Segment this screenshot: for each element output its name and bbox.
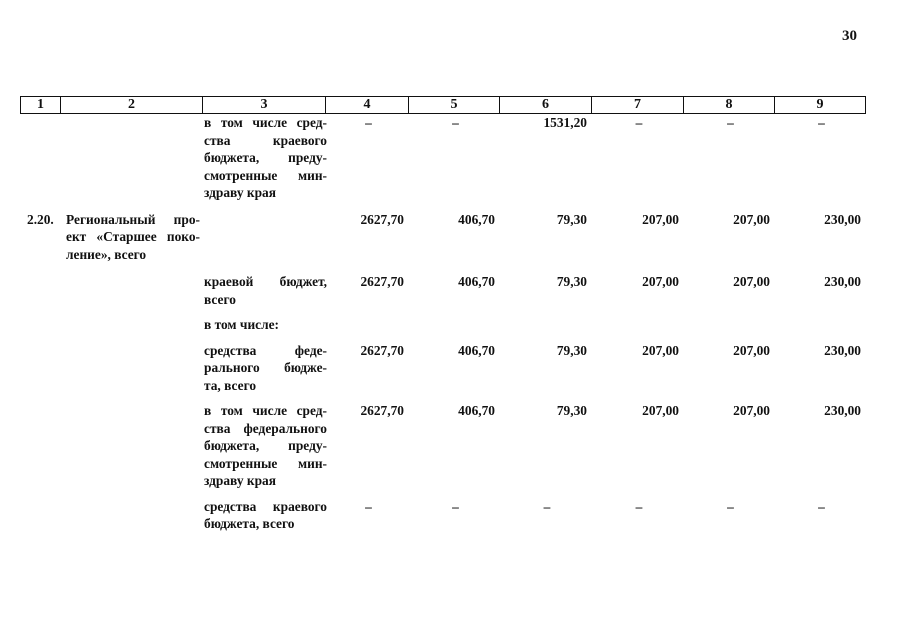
funding-source-line: бюджета, всего <box>204 516 295 531</box>
funding-source-line: та, всего <box>204 377 257 393</box>
value-col-6: 79,30 <box>556 403 587 418</box>
value-col-6: 79,30 <box>556 211 587 227</box>
value-col-6: – <box>543 498 551 514</box>
table-row <box>20 402 863 490</box>
value-col-9: 230,00 <box>824 211 861 227</box>
value-col-4: – <box>365 115 372 130</box>
value-col-9: 230,00 <box>824 342 861 358</box>
page-number: 30 <box>842 28 857 44</box>
value-col-4: – <box>365 498 372 514</box>
value-col-7: 207,00 <box>642 403 679 418</box>
header-col-2: 2 <box>61 97 203 114</box>
funding-source <box>204 114 327 202</box>
value-col-8: 207,00 <box>733 211 770 227</box>
row-number: 2.20. <box>27 211 54 227</box>
column-number-header <box>20 96 866 114</box>
funding-source-line: смотренные мин- <box>204 455 327 471</box>
table-row <box>20 273 863 308</box>
value-col-8: 207,00 <box>733 403 770 418</box>
header-col-4: 4 <box>326 97 409 114</box>
funding-source <box>204 273 327 308</box>
value-col-5: – <box>452 115 459 130</box>
funding-source-line: смотренные мин- <box>204 167 327 183</box>
value-col-5: 406,70 <box>458 342 495 358</box>
funding-source-line: бюджета, преду- <box>204 438 327 453</box>
value-col-8: 207,00 <box>733 342 770 358</box>
value-col-6: 79,30 <box>556 274 587 289</box>
funding-source-line: в том числе сред- <box>204 403 327 418</box>
value-col-7: – <box>635 115 643 130</box>
value-col-9: – <box>818 115 825 130</box>
value-col-5: 406,70 <box>458 403 495 418</box>
value-col-9: 230,00 <box>824 403 861 418</box>
table-row <box>20 114 863 202</box>
funding-source-line: бюджета, преду- <box>204 150 327 165</box>
row-title-line: Региональный про- <box>66 211 200 227</box>
header-col-3: 3 <box>203 97 326 114</box>
funding-source-line: в том числе сред- <box>204 115 327 130</box>
value-col-4: 2627,70 <box>360 403 404 418</box>
row-title-line: ект «Старшее поко- <box>66 229 200 244</box>
header-col-5: 5 <box>409 97 500 114</box>
value-col-5: – <box>452 498 459 514</box>
funding-source <box>204 402 327 490</box>
table-body <box>20 114 863 533</box>
value-col-5: 406,70 <box>458 211 495 227</box>
value-col-9: 230,00 <box>824 274 861 289</box>
row-title-line: ление», всего <box>66 246 147 262</box>
funding-source-line: здраву края <box>204 185 276 200</box>
funding-source <box>204 498 327 533</box>
funding-source-line: ства краевого <box>204 132 327 148</box>
value-col-8: – <box>727 115 734 130</box>
funding-source-line: краевой бюджет, <box>204 274 327 289</box>
funding-source-line: ства федерального <box>204 420 327 436</box>
value-col-4: 2627,70 <box>360 274 404 289</box>
header-col-6: 6 <box>500 97 592 114</box>
header-col-7: 7 <box>592 97 684 114</box>
table-row <box>20 316 863 334</box>
header-col-9: 9 <box>775 97 866 114</box>
header-col-8: 8 <box>684 97 775 114</box>
funding-source-line: средства краевого <box>204 498 327 514</box>
table-row <box>20 342 863 395</box>
table-row <box>20 498 863 533</box>
funding-source <box>204 316 327 334</box>
funding-source-line: в том числе: <box>204 317 280 332</box>
value-col-6: 1531,20 <box>543 115 587 130</box>
value-col-5: 406,70 <box>458 274 495 289</box>
value-col-4: 2627,70 <box>360 211 404 227</box>
funding-source-line: всего <box>204 291 236 307</box>
value-col-7: 207,00 <box>642 342 679 358</box>
header-col-1: 1 <box>21 97 61 114</box>
value-col-9: – <box>818 498 825 514</box>
funding-source-line: средства феде- <box>204 342 327 358</box>
value-col-7: 207,00 <box>642 274 679 289</box>
row-title <box>62 211 204 264</box>
value-col-8: – <box>727 498 734 514</box>
value-col-7: – <box>635 498 643 514</box>
value-col-7: 207,00 <box>642 211 679 227</box>
value-col-6: 79,30 <box>556 342 587 358</box>
value-col-8: 207,00 <box>733 274 770 289</box>
funding-source-line: здраву края <box>204 473 276 488</box>
table-row <box>20 211 863 264</box>
value-col-4: 2627,70 <box>360 342 404 358</box>
funding-source-line: рального бюдже- <box>204 360 327 375</box>
funding-source <box>204 342 327 395</box>
